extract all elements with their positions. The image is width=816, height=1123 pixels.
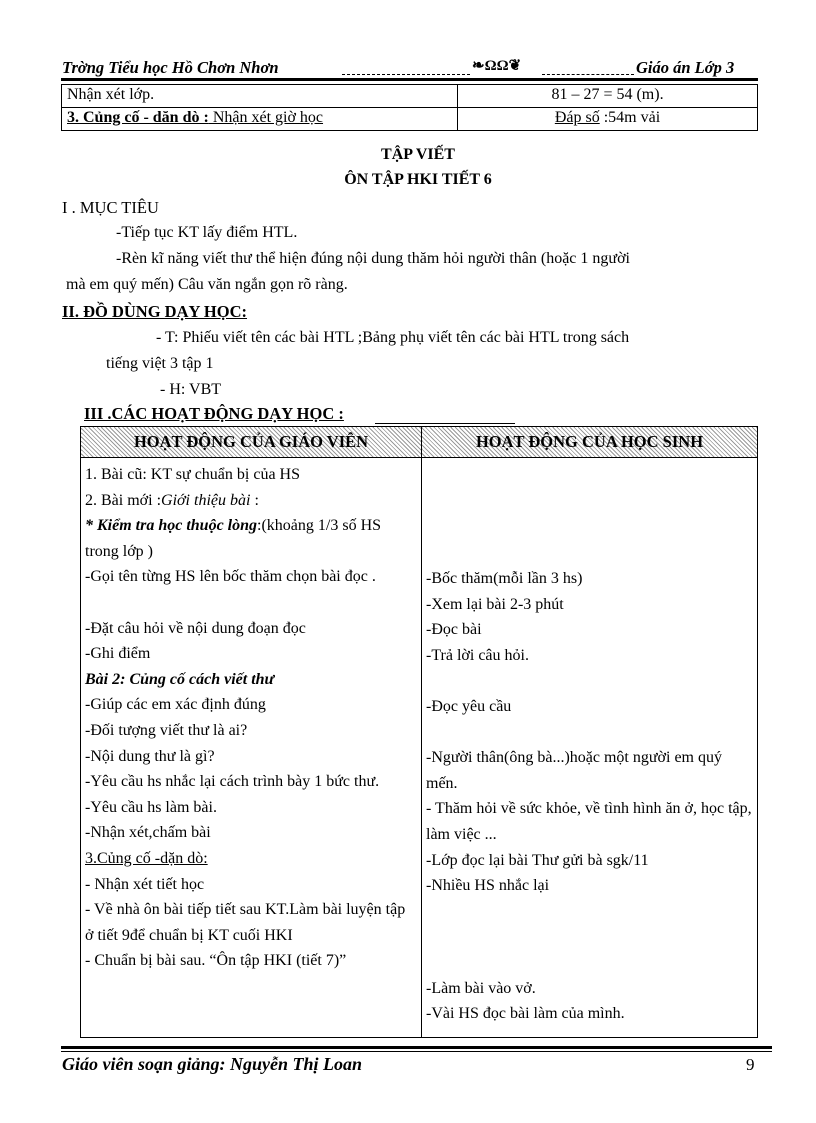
section2-heading: II. ĐỒ DÙNG DẠY HỌC: bbox=[62, 302, 248, 321]
header-dash-left bbox=[342, 74, 470, 75]
list-item: -Lớp đọc lại bài Thư gửi bà sgk/11 bbox=[426, 851, 649, 869]
header-logo: ❧ΩΩ❦ bbox=[472, 58, 522, 74]
list-item: -Nội dung thư là gì? bbox=[85, 747, 215, 765]
teacher-activities bbox=[81, 458, 422, 1038]
list-item: 1. Bài cũ: KT sự chuẩn bị của HS bbox=[85, 466, 301, 483]
list-item: - Thăm hỏi về sức khỏe, về tình hình ăn ở, học tập, làm việc ... bbox=[426, 800, 752, 843]
section2-line: - T: Phiếu viết tên các bài HTL ;Bảng phụ viết tên các bài HTL trong sách bbox=[156, 329, 630, 346]
list-item: -Đọc bài bbox=[426, 621, 482, 639]
list-spacer bbox=[426, 720, 753, 746]
section1-line: mà em quý mến) Câu văn ngắn gọn rõ ràng. bbox=[66, 276, 348, 293]
list-item: Bài 2: Củng cố cách viết thư bbox=[85, 670, 275, 688]
consolidation-text: Nhận xét giờ học bbox=[208, 109, 324, 126]
item-text: :(khoảng 1/3 số HS trong lớp ) bbox=[85, 517, 382, 560]
title-line1: TẬP VIẾT bbox=[381, 146, 455, 163]
list-item: -Người thân(ông bà...)hoặc một người em quý mến. bbox=[426, 749, 722, 792]
list-item: -Nhận xét,chấm bài bbox=[85, 824, 211, 842]
header-rule bbox=[61, 78, 758, 81]
top-cell-right bbox=[458, 108, 758, 131]
item-text: : bbox=[250, 491, 259, 509]
header-school: Trờng Tiểu học Hồ Chơn Nhơn bbox=[62, 58, 279, 77]
list-item: -Yêu cầu hs làm bài. bbox=[85, 798, 217, 816]
section3-heading: III .CÁC HOẠT ĐỘNG DẠY HỌC : bbox=[84, 404, 344, 423]
footer-rule-thin bbox=[61, 1051, 772, 1052]
footer-author: Giáo viên soạn giảng: Nguyễn Thị Loan bbox=[62, 1054, 363, 1074]
list-item: -Vài HS đọc bài làm của mình. bbox=[426, 1005, 625, 1023]
list-item: -Đặt câu hỏi về nội dung đoạn đọc bbox=[85, 619, 306, 637]
teacher-column-header: HOẠT ĐỘNG CỦA GIÁO VIÊN bbox=[81, 427, 422, 458]
footer-page-number: 9 bbox=[746, 1055, 755, 1074]
top-cell-left bbox=[62, 108, 458, 131]
item-text: 2. Bài mới : bbox=[85, 491, 162, 509]
student-column-header: HOẠT ĐỘNG CỦA HỌC SINH bbox=[422, 427, 758, 458]
table-header-row bbox=[81, 427, 758, 458]
list-spacer bbox=[426, 668, 753, 694]
list-item: -Xem lại bài 2-3 phút bbox=[426, 595, 564, 613]
student-activities bbox=[422, 458, 758, 1038]
list-item: - Về nhà ôn bài tiếp tiết sau KT.Làm bài luyện tập ở tiết 9để chuẩn bị KT cuối HKI bbox=[85, 901, 406, 944]
section2-line: - H: VBT bbox=[160, 381, 222, 398]
section1-line: -Tiếp tục KT lấy điểm HTL. bbox=[116, 224, 298, 241]
list-item: -Giúp các em xác định đúng bbox=[85, 696, 266, 714]
item-text-italic: Giới thiệu bài bbox=[161, 491, 251, 509]
section1-line: -Rèn kĩ năng viết thư thể hiện đúng nội dung thăm hỏi người thân (hoặc 1 người bbox=[116, 250, 630, 267]
section1-heading: I . MỤC TIÊU bbox=[62, 198, 159, 217]
list-item: -Làm bài vào vở. bbox=[426, 979, 536, 997]
list-item bbox=[85, 488, 417, 514]
top-cell-left bbox=[62, 85, 458, 108]
footer-rule-thick bbox=[61, 1046, 772, 1049]
answer-label: Đáp số bbox=[554, 109, 600, 126]
answer-text: :54m vải bbox=[599, 109, 661, 126]
activities-table bbox=[80, 426, 758, 1038]
list-item: -Ghi điểm bbox=[85, 645, 151, 663]
list-item: -Gọi tên từng HS lên bốc thăm chọn bài đọc . bbox=[85, 568, 376, 586]
consolidation-label: 3. Củng cố - dăn dò : bbox=[67, 109, 209, 126]
list-item: -Bốc thăm(mỗi lần 3 hs) bbox=[426, 570, 583, 587]
header-dash-right bbox=[542, 74, 634, 75]
top-cell-text: Nhận xét lớp. bbox=[67, 86, 155, 103]
section3-underline bbox=[375, 423, 515, 424]
top-table bbox=[61, 84, 758, 131]
list-item: - Nhận xét tiết học bbox=[85, 875, 205, 893]
list-item: -Đọc yêu cầu bbox=[426, 697, 512, 715]
title-line2: ÔN TẬP HKI TIẾT 6 bbox=[344, 171, 492, 188]
list-item: - Chuẩn bị bài sau. “Ôn tập HKI (tiết 7)” bbox=[85, 952, 347, 970]
list-spacer bbox=[85, 590, 417, 616]
list-spacer bbox=[426, 899, 753, 976]
table-row bbox=[81, 458, 758, 1038]
list-item: 3.Củng cố -dặn dò: bbox=[85, 849, 208, 867]
table-row bbox=[62, 85, 758, 108]
section2-line: tiếng việt 3 tập 1 bbox=[106, 355, 214, 372]
list-spacer bbox=[426, 462, 753, 566]
top-cell-text: 81 – 27 = 54 (m). bbox=[551, 86, 664, 103]
list-item: -Đối tượng viết thư là ai? bbox=[85, 721, 248, 739]
header-grade: Giáo án Lớp 3 bbox=[636, 58, 735, 77]
list-item bbox=[85, 513, 417, 564]
table-row bbox=[62, 108, 758, 131]
list-item: -Nhiều HS nhắc lại bbox=[426, 877, 550, 895]
list-item: -Trả lời câu hỏi. bbox=[426, 646, 529, 664]
top-cell-right bbox=[458, 85, 758, 108]
list-item: -Yêu cầu hs nhắc lại cách trình bày 1 bức thư. bbox=[85, 773, 380, 791]
item-text-bold: * Kiểm tra học thuộc lòng bbox=[85, 517, 258, 535]
